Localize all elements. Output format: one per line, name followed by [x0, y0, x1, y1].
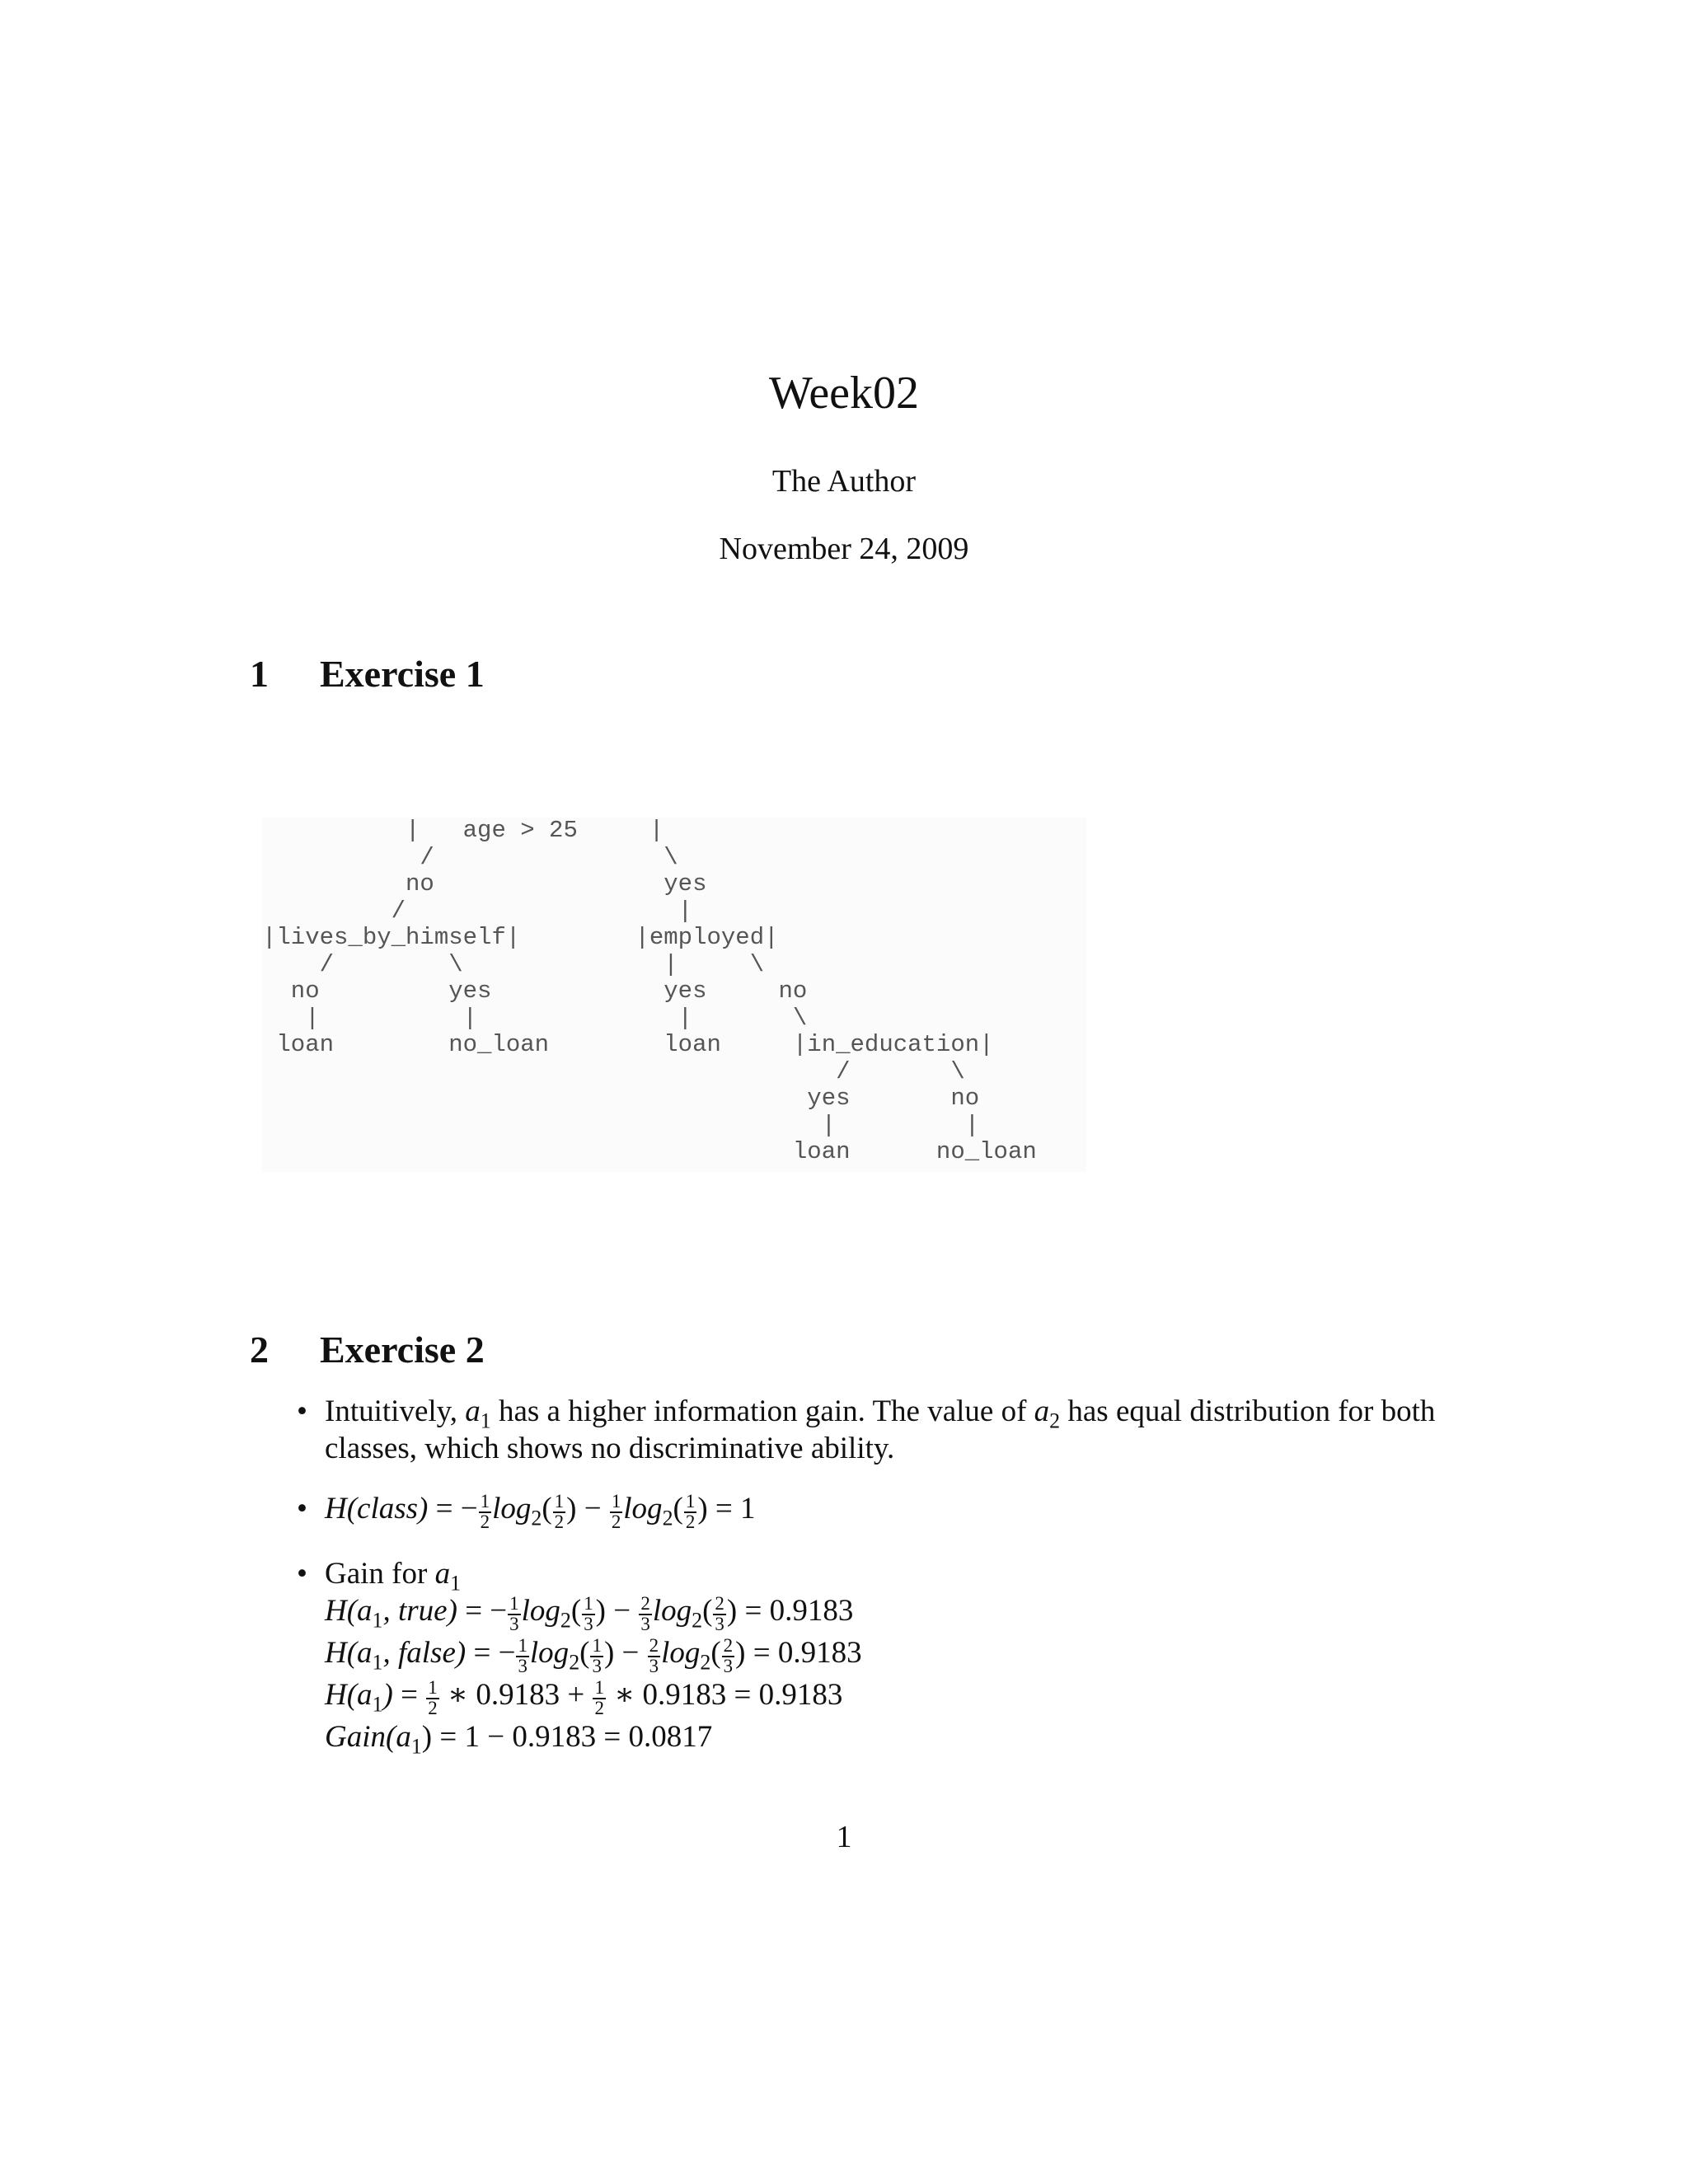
numerator: 1	[518, 1634, 528, 1656]
numerator: 2	[715, 1593, 724, 1614]
math-lhs: H(class)	[325, 1492, 429, 1526]
list-item	[297, 1393, 1451, 1467]
denominator: 2	[685, 1511, 696, 1532]
decision-tree-figure	[262, 818, 1086, 1172]
section-heading-exercise-1	[250, 651, 485, 697]
math-log: log	[529, 1635, 570, 1670]
denominator: 3	[592, 1655, 602, 1676]
section-title: Exercise 1	[320, 653, 485, 695]
document-date: November 24, 2009	[719, 532, 969, 566]
math-op: −	[576, 1492, 609, 1526]
math-op: =	[392, 1677, 426, 1712]
denominator: 2	[554, 1511, 565, 1532]
bullet-marker: •	[297, 1394, 307, 1428]
math-sub: 1	[410, 1734, 422, 1759]
fraction	[553, 1493, 565, 1532]
fraction	[722, 1634, 734, 1676]
denominator: 3	[584, 1613, 593, 1634]
fraction	[516, 1634, 528, 1676]
numerator: 2	[640, 1593, 650, 1614]
fraction	[639, 1595, 651, 1634]
text: has equal distribution for both classes, which shows no discriminative ability.	[325, 1394, 1436, 1465]
math-var: a	[434, 1556, 451, 1591]
denominator: 3	[509, 1613, 519, 1634]
equation-h-a1-false: $H(a_1$, false) = − $\frac{1}{3}$ $\log_2$( $\frac{1}{3}$ ) − $\frac{2}{3}$ $\log_2$( $\frac{2}{3}$ ) = 0.9183	[325, 1634, 862, 1676]
math-result: = 0.9183	[737, 1593, 854, 1628]
math-result: = 0.9183	[745, 1635, 862, 1670]
math-sub: 1	[372, 1650, 383, 1675]
section-number: 2	[250, 1329, 269, 1371]
text: has a higher information gain. The value of	[490, 1394, 1034, 1428]
fraction	[610, 1493, 622, 1532]
denominator: 2	[594, 1697, 604, 1718]
math-op: = −	[466, 1635, 516, 1670]
page-number: 1	[836, 1820, 852, 1854]
math-arg: , true)	[382, 1593, 457, 1628]
bullet-marker: •	[297, 1492, 307, 1526]
math-log: log	[652, 1593, 692, 1628]
fraction	[648, 1634, 660, 1676]
list-item: • H(class) = − $\frac{1}{2}$ $\log_2$( $\frac{1}{2}$ ) − $\frac{1}{2}$ $\log_2$( $\frac{1}{2}$ ) = 1	[297, 1491, 756, 1532]
math-result: = 1	[707, 1492, 756, 1526]
math-sub: 2	[700, 1650, 711, 1675]
fraction	[713, 1595, 725, 1634]
math-result: ) = 1 − 0.9183 = 0.0817	[421, 1719, 713, 1754]
denominator: 3	[723, 1655, 734, 1676]
list-item	[297, 1555, 1451, 1759]
math-sub: 2	[1049, 1408, 1061, 1433]
fraction	[582, 1595, 594, 1634]
denominator: 3	[715, 1613, 724, 1634]
equation-h-a1-true: $H(a_1$, true) = − $\frac{1}{3}$ $\log_2$( $\frac{1}{3}$ ) − $\frac{2}{3}$ $\log_2$( $\frac{2}{3}$ ) = 0.9183	[325, 1593, 854, 1634]
math-op: −	[606, 1593, 639, 1628]
section-title: Exercise 2	[320, 1329, 485, 1371]
math-op: ∗ 0.9183 +	[439, 1677, 593, 1712]
denominator: 3	[649, 1655, 659, 1676]
math-lhs: Gain(a	[325, 1719, 411, 1754]
math-var: a	[465, 1394, 481, 1428]
numerator: 1	[685, 1491, 696, 1512]
math-sub: 2	[692, 1608, 703, 1633]
section-number: 1	[250, 653, 269, 695]
math-lhs: H(a	[325, 1593, 373, 1628]
document-author: The Author	[771, 464, 917, 499]
math-sub: 1	[372, 1608, 383, 1633]
denominator: 3	[518, 1655, 528, 1676]
math-log: log	[661, 1635, 701, 1670]
document-title: Week02	[768, 368, 920, 419]
fraction	[684, 1493, 696, 1532]
equation-gain-a1	[325, 1718, 1451, 1759]
math-sub: 1	[480, 1408, 491, 1433]
math-lhs: H(a	[325, 1635, 373, 1670]
math-sub: 1	[450, 1571, 462, 1596]
fraction	[426, 1676, 438, 1718]
math-sub: 2	[560, 1608, 571, 1633]
numerator: 2	[723, 1634, 734, 1656]
denominator: 2	[480, 1511, 490, 1532]
denominator: 2	[611, 1511, 621, 1532]
section-heading-exercise-2	[250, 1327, 485, 1373]
denominator: 3	[640, 1613, 650, 1634]
math-sub: 1	[372, 1692, 383, 1717]
fraction	[590, 1634, 603, 1676]
math-op: = −	[457, 1593, 508, 1628]
numerator: 1	[611, 1491, 621, 1512]
math-sub: 2	[531, 1506, 542, 1530]
equation-h-a1	[325, 1676, 1451, 1718]
math-lhs: H(a	[325, 1677, 373, 1712]
numerator: 1	[554, 1491, 565, 1512]
gain-heading	[325, 1555, 1451, 1596]
math-arg: , false)	[382, 1635, 467, 1670]
text: Intuitively,	[325, 1394, 466, 1428]
fraction	[508, 1595, 520, 1634]
numerator: 1	[592, 1634, 602, 1656]
text: Gain for	[325, 1556, 435, 1591]
numerator: 2	[649, 1634, 659, 1656]
math-result: ∗ 0.9183 = 0.9183	[606, 1677, 843, 1712]
math-log: log	[521, 1593, 560, 1628]
fraction	[479, 1493, 491, 1532]
math-var: a	[1034, 1394, 1050, 1428]
decision-tree-text: | age > 25 | / \ no yes / | |lives_by_himself| |employed| / \ | \ no yes yes no | | | \ loan no_loan loan |in_education| / \ yes no | | loan no_loan	[262, 817, 1037, 1165]
numerator: 1	[594, 1676, 604, 1698]
math-sub: 2	[662, 1506, 673, 1530]
fraction	[593, 1676, 605, 1718]
numerator: 1	[480, 1491, 490, 1512]
numerator: 1	[584, 1593, 593, 1614]
numerator: 1	[509, 1593, 519, 1614]
math-log: log	[492, 1492, 532, 1526]
numerator: 1	[428, 1676, 438, 1698]
math-sub: 2	[569, 1650, 580, 1675]
math-op: = −	[428, 1492, 478, 1526]
math-log: log	[623, 1492, 663, 1526]
math-op: −	[614, 1635, 647, 1670]
math-arg: )	[382, 1677, 393, 1712]
denominator: 2	[428, 1697, 438, 1718]
bullet-marker: •	[297, 1556, 307, 1591]
exercise-2-bullet-list	[297, 1393, 1451, 1779]
